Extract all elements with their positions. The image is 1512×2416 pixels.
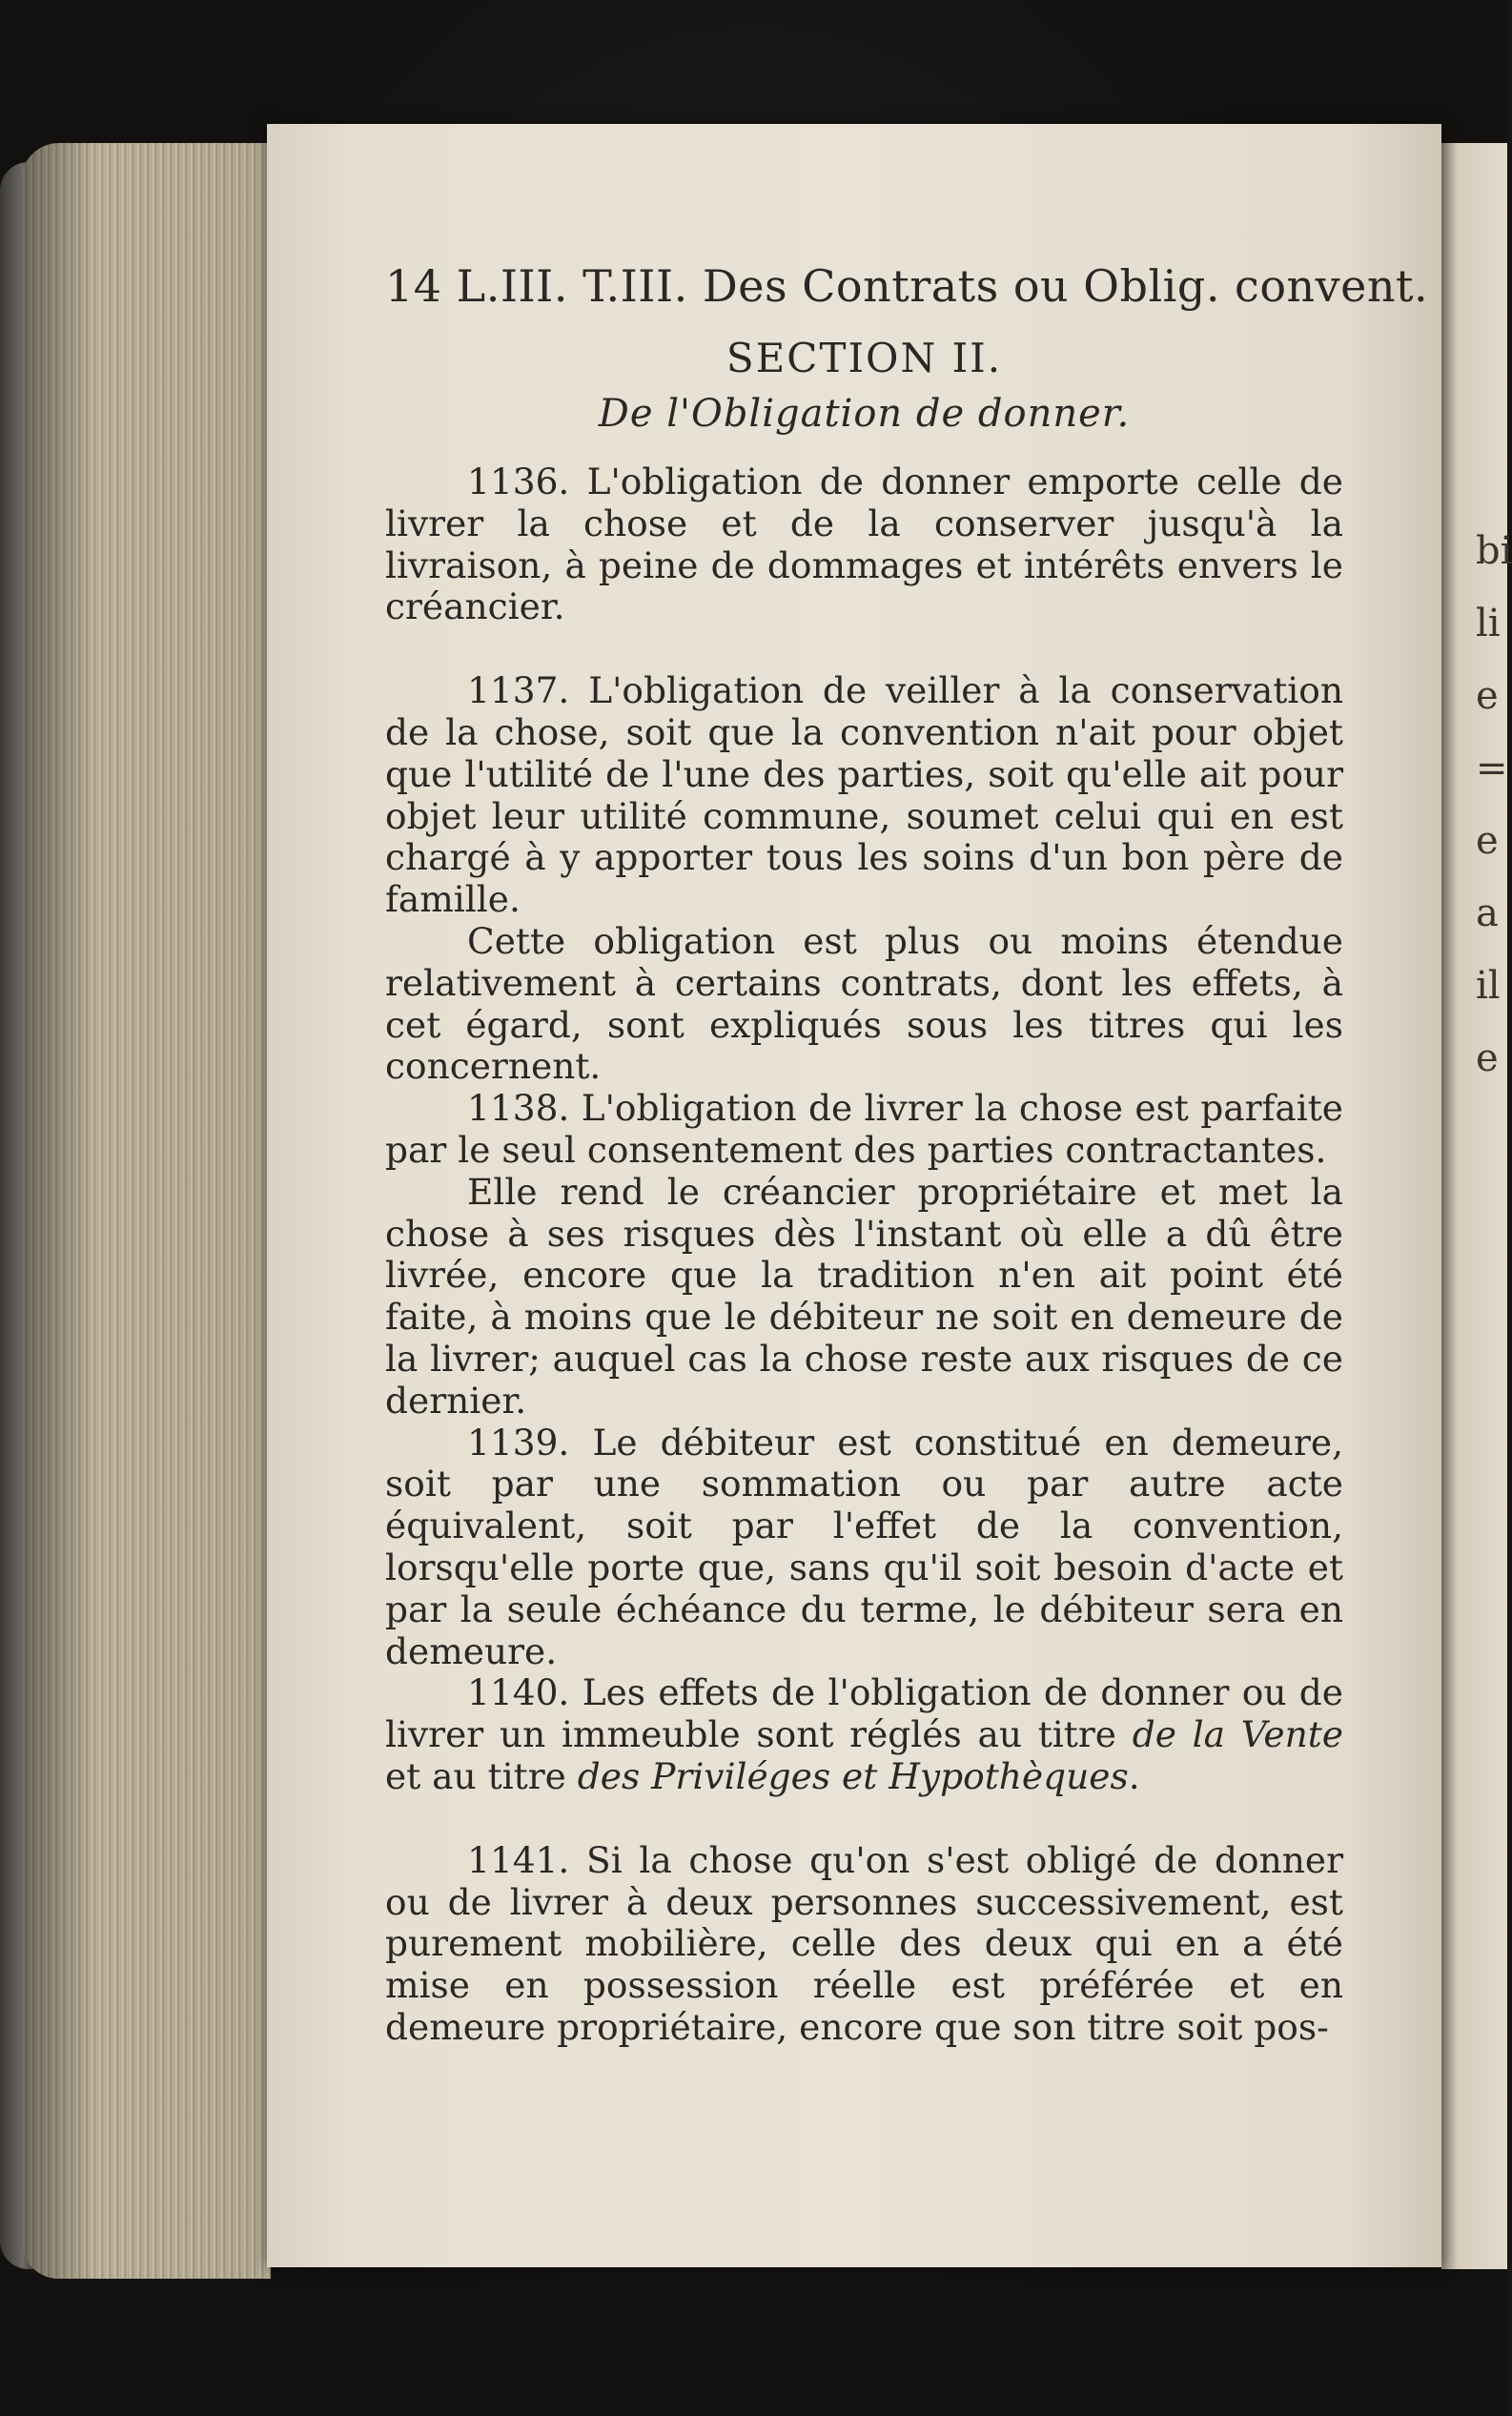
page-text bbox=[385, 256, 1429, 2049]
running-header: 14 L.III. T.III. Des Contrats ou Oblig. convent. bbox=[385, 260, 1429, 312]
article-text: . bbox=[1128, 1754, 1140, 1797]
page-edges-shadow bbox=[21, 143, 271, 2279]
article-text: L'obligation de veiller à la conservation de la chose, soit que la convention n'ait pour objet que l'utilité de l'une des parties, soit qu'elle ait pour objet leur utilité commune, soumet celui qui en est chargé à y apporter tous les soins d'un bon père de famille. bbox=[385, 669, 1344, 921]
article-1141 bbox=[385, 1840, 1343, 2049]
section-subtitle: De l'Obligation de donner. bbox=[598, 392, 1131, 436]
article-text: L'obligation de livrer la chose est parfaite par le seul consentement des parties contractantes. bbox=[385, 1087, 1343, 1171]
article-text: Si la chose qu'on s'est obligé de donner ou de livrer à deux personnes successivement, est purement mobilière, celle des deux qui en a été mise en possession réelle est préférée et en demeure propriétaire, encore que son titre soit pos- bbox=[385, 1838, 1343, 2048]
article-text: Les effets de l'obligation de donner ou de livrer un immeuble sont réglés au titre bbox=[385, 1671, 1343, 1756]
article-number: 1136. bbox=[467, 461, 570, 502]
article-text: L'obligation de donner emporte celle de livrer la chose et de la conserver jusqu'à la livraison, à peine de dommages et intérêts envers le créancier. bbox=[385, 461, 1343, 628]
article-1140 bbox=[385, 1672, 1343, 1797]
section-title: SECTION II. bbox=[725, 335, 1003, 381]
article-text: et au titre bbox=[385, 1754, 578, 1797]
article-1137-continued bbox=[385, 921, 1343, 1088]
article-1137 bbox=[385, 670, 1343, 921]
facing-page-text: bi li e = e a il e bbox=[1476, 529, 1512, 1080]
article-1138-continued bbox=[385, 1172, 1343, 1423]
article-1138 bbox=[385, 1088, 1343, 1172]
article-1136 bbox=[385, 461, 1343, 628]
article-number: 1137. bbox=[467, 669, 570, 712]
article-number: 1138. bbox=[467, 1087, 570, 1130]
article-number: 1141. bbox=[467, 1838, 570, 1881]
article-number: 1139. bbox=[467, 1421, 570, 1464]
article-italic: de la Vente bbox=[1132, 1713, 1343, 1756]
article-text: Elle rend le créancier propriétaire et met la chose à ses risques dès l'instant où elle a dû être livrée, encore que la tradition n'en ait point été faite, à moins que le débiteur ne soit en demeure de la livrer; auquel cas la chose reste aux risques de ce dernier. bbox=[385, 1170, 1343, 1422]
article-1139 bbox=[385, 1423, 1343, 1673]
article-text: Le débiteur est constitué en demeure, soit par une sommation ou par autre acte équivalent, soit par l'effet de la convention, lorsqu'elle porte que, sans qu'il soit besoin d'acte et par la seule échéance du terme, le débiteur sera en demeure. bbox=[385, 1421, 1343, 1672]
article-italic: des Priviléges et Hypothèques bbox=[577, 1754, 1129, 1797]
article-text: Cette obligation est plus ou moins étendue relativement à certains contrats, dont les effets, à cet égard, sont expliqués sous les titres qui les concernent. bbox=[385, 919, 1343, 1088]
article-number: 1140. bbox=[467, 1671, 570, 1714]
facing-page bbox=[1441, 143, 1512, 2269]
